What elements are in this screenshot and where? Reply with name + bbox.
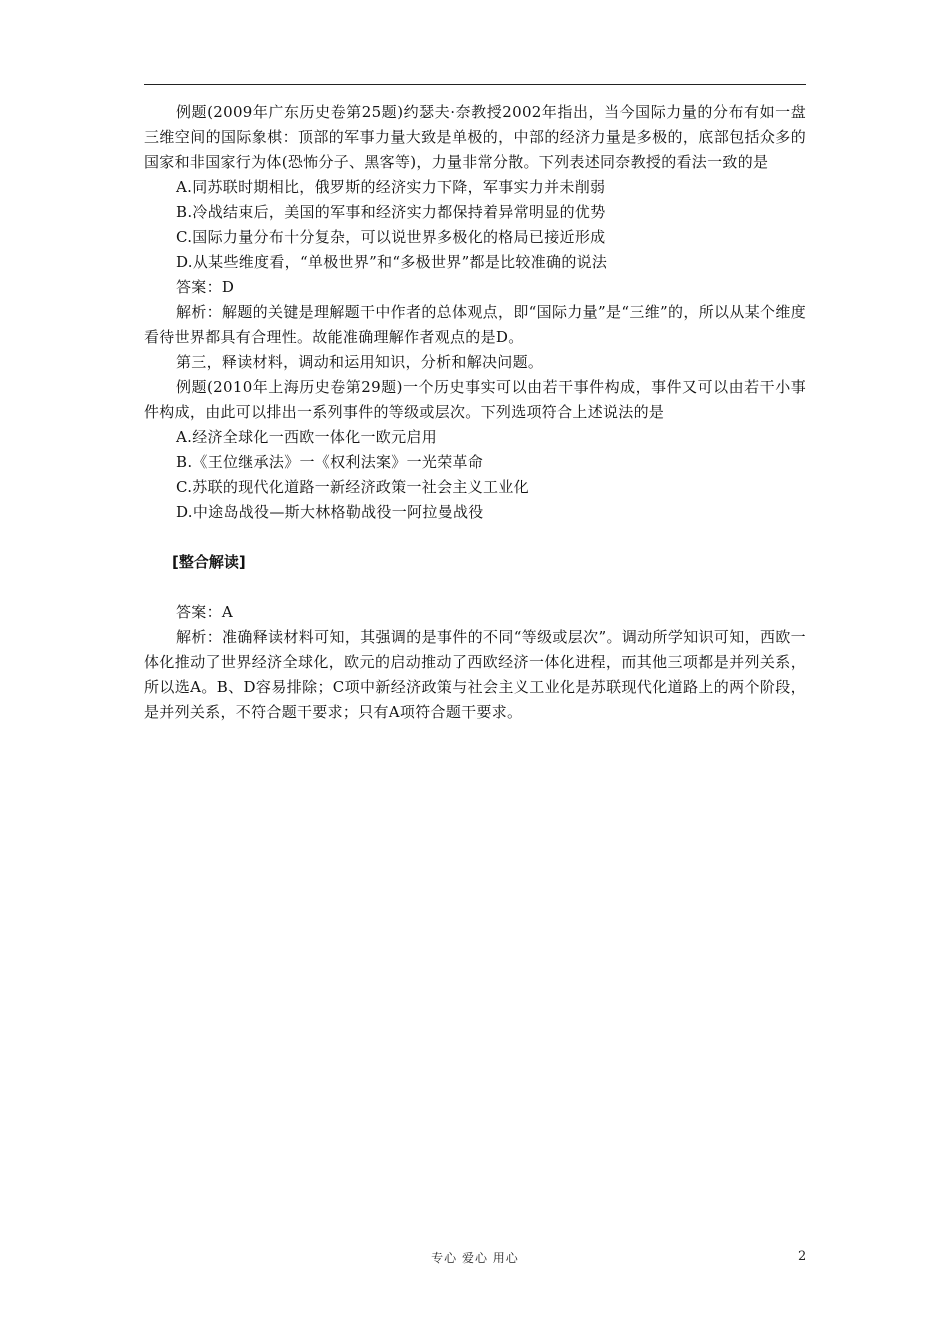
header-rule — [144, 84, 806, 85]
document-body — [144, 100, 806, 725]
q1-option-a: A.同苏联时期相比，俄罗斯的经济实力下降，军事实力并未削弱 — [176, 178, 606, 196]
section-title: [整合解读] — [172, 553, 246, 571]
spacer — [144, 525, 806, 550]
q2-analysis: 解析：准确释读材料可知，其强调的是事件的不同“等级或层次”。调动所学知识可知，西欧一体化推动了世界经济全球化，欧元的启动推动了西欧经济一体化进程，而其他三项都是并列关系，所以选A。B、D容易排除；C项中新经济政策与社会主义工业化是苏联现代化道路上的两个阶段，是并列关系，不符合题干要求；只有A项符合题干要求。 — [144, 628, 806, 721]
q2-option-b: B.《王位继承法》一《权利法案》一光荣革命 — [176, 453, 484, 471]
q1-answer: 答案：D — [176, 278, 235, 296]
q2-stem: 例题(2010年上海历史卷第29题)一个历史事实可以由若干事件构成，事件又可以由若干小事件构成，由此可以排出一系列事件的等级或层次。下列选项符合上述说法的是 — [144, 378, 806, 421]
page-number: 2 — [798, 1249, 807, 1264]
q1-analysis: 解析：解题的关键是理解题干中作者的总体观点，即“国际力量”是“三维”的，所以从某个维度看待世界都具有合理性。故能准确理解作者观点的是D。 — [144, 303, 806, 346]
footer-slogan: 专心 爱心 用心 — [431, 1251, 519, 1265]
q2-option-c: C.苏联的现代化道路一新经济政策一社会主义工业化 — [176, 478, 529, 496]
q2-answer: 答案：A — [176, 603, 234, 621]
q1-option-d: D.从某些维度看，“单极世界”和“多极世界”都是比较准确的说法 — [176, 253, 608, 271]
step3-heading: 第三，释读材料，调动和运用知识，分析和解决问题。 — [176, 353, 544, 371]
spacer — [144, 575, 806, 600]
q2-option-a: A.经济全球化一西欧一体化一欧元启用 — [176, 428, 438, 446]
q1-option-c: C.国际力量分布十分复杂，可以说世界多极化的格局已接近形成 — [176, 228, 606, 246]
q1-option-b: B.冷战结束后，美国的军事和经济实力都保持着异常明显的优势 — [176, 203, 606, 221]
q1-stem: 例题(2009年广东历史卷第25题)约瑟夫·奈教授2002年指出，当今国际力量的分布有如一盘三维空间的国际象棋：顶部的军事力量大致是单极的，中部的经济力量是多极的，底部包括众多的国家和非国家行为体(恐怖分子、黑客等)，力量非常分散。下列表述同奈教授的看法一致的是 — [144, 103, 806, 171]
q2-option-d: D.中途岛战役—斯大林格勒战役一阿拉曼战役 — [176, 503, 484, 521]
